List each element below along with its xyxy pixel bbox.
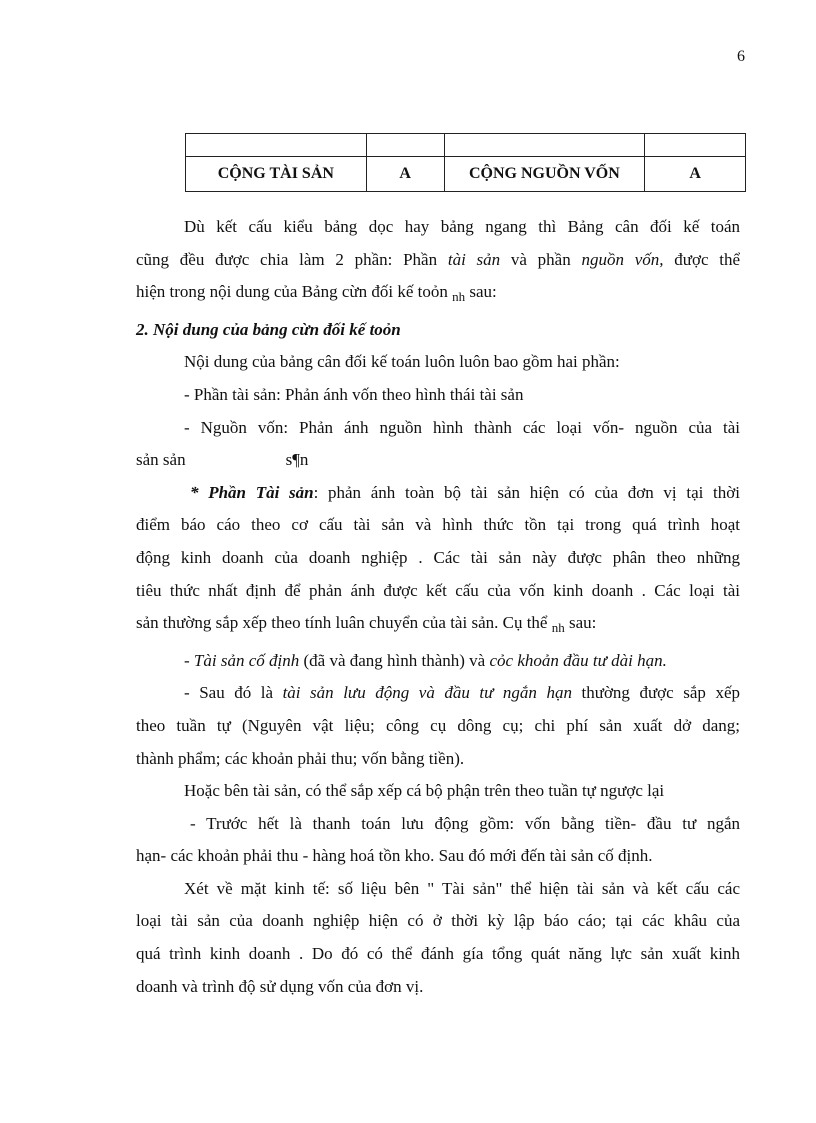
list-item-continued: sản sản s¶n (136, 450, 309, 470)
paragraph-line: theo tuần tự (Nguyên vật liệu; công cụ dông cụ; chi phí sản xuất dở dang; (136, 715, 740, 735)
table-row-empty (186, 134, 746, 157)
paragraph-line: Xét về mặt kinh tế: số liệu bên " Tài sản" thể hiện tài sản và kết cấu các (184, 878, 740, 898)
paragraph-line: Dù kết cấu kiểu bảng dọc hay bảng ngang thì Bảng cân đối kế toán (184, 217, 740, 236)
list-intro: Nội dung của bảng cân đối kế toán luôn luôn bao gồm hai phần: (184, 352, 620, 372)
page-number: 6 (737, 48, 745, 65)
list-item: - Tài sản cố định (đã và đang hình thành) và cỏc khoản đầu tư dài hạn. (184, 650, 667, 670)
total-capital-label: CỘNG NGUỒN VỐN (444, 157, 645, 192)
total-assets-label: CỘNG TÀI SẢN (186, 157, 367, 192)
list-item: - Phần tài sản: Phản ánh vốn theo hình thái tài sản (184, 384, 524, 404)
paragraph-line: điểm báo cáo theo cơ cấu tài sản và hình thức tồn tại trong quá trình hoạt (136, 515, 740, 535)
paragraph-line: - Trước hết là thanh toán lưu động gồm: vốn bằng tiền- đầu tư ngắn (190, 813, 740, 833)
paragraph-line: Hoặc bên tài sản, có thể sắp xếp cá bộ phận trên theo tuần tự ngược lại (184, 781, 665, 801)
paragraph-line: * Phần Tài sản: phản ánh toàn bộ tài sản hiện có của đơn vị tại thời (190, 482, 740, 502)
table-cell (366, 134, 444, 157)
paragraph-line: cũng đều được chia làm 2 phần: Phần tài sản và phần nguồn vốn, được thể (136, 249, 741, 269)
table-row-total (186, 157, 746, 192)
table-cell (645, 134, 746, 157)
document-body (136, 211, 740, 1003)
paragraph-line: hạn- các khoản phải thu - hàng hoá tồn kho. Sau đó mới đến tài sản cố định. (136, 846, 653, 866)
table-cell (186, 134, 367, 157)
paragraph-line: hiện trong nội dung của Bảng cừn đối kế toỏn $_{nh}$ sau: (136, 282, 497, 305)
table-cell (444, 134, 645, 157)
list-item: - Nguồn vốn: Phản ánh nguồn hình thành các loại vốn- nguồn của tài (184, 417, 740, 437)
paragraph-line: quá trình kinh doanh . Do đó có thể đánh gía tổng quát năng lực sản xuất kinh (136, 944, 740, 964)
section-heading: 2. Nội dung của bảng cừn đối kế toỏn (136, 319, 401, 339)
list-item: - Sau đó là tài sản lưu động và đầu tư ngắn hạn thường được sắp xếp (184, 683, 740, 703)
paragraph-line: doanh và trình độ sử dụng vốn của đơn vị. (136, 976, 424, 996)
paragraph-line: loại tài sản của doanh nghiệp hiện có ở thời kỳ lập báo cáo; tại các khâu của (136, 911, 740, 931)
paragraph-line: tiêu thức nhất định để phản ánh được kết cấu của vốn kinh doanh . Các loại tài (136, 580, 740, 600)
paragraph-line: động kinh doanh của doanh nghiệp . Các tài sản này được phân theo những (136, 547, 740, 567)
total-assets-value: A (366, 157, 444, 192)
balance-sheet-table (185, 133, 746, 192)
paragraph-line: sản thường sắp xếp theo tính luân chuyển của tài sản. Cụ thể $_{nh}$ sau: (136, 613, 597, 636)
paragraph-line: thành phẩm; các khoản phải thu; vốn bằng tiền). (136, 748, 465, 768)
total-capital-value: A (645, 157, 746, 192)
